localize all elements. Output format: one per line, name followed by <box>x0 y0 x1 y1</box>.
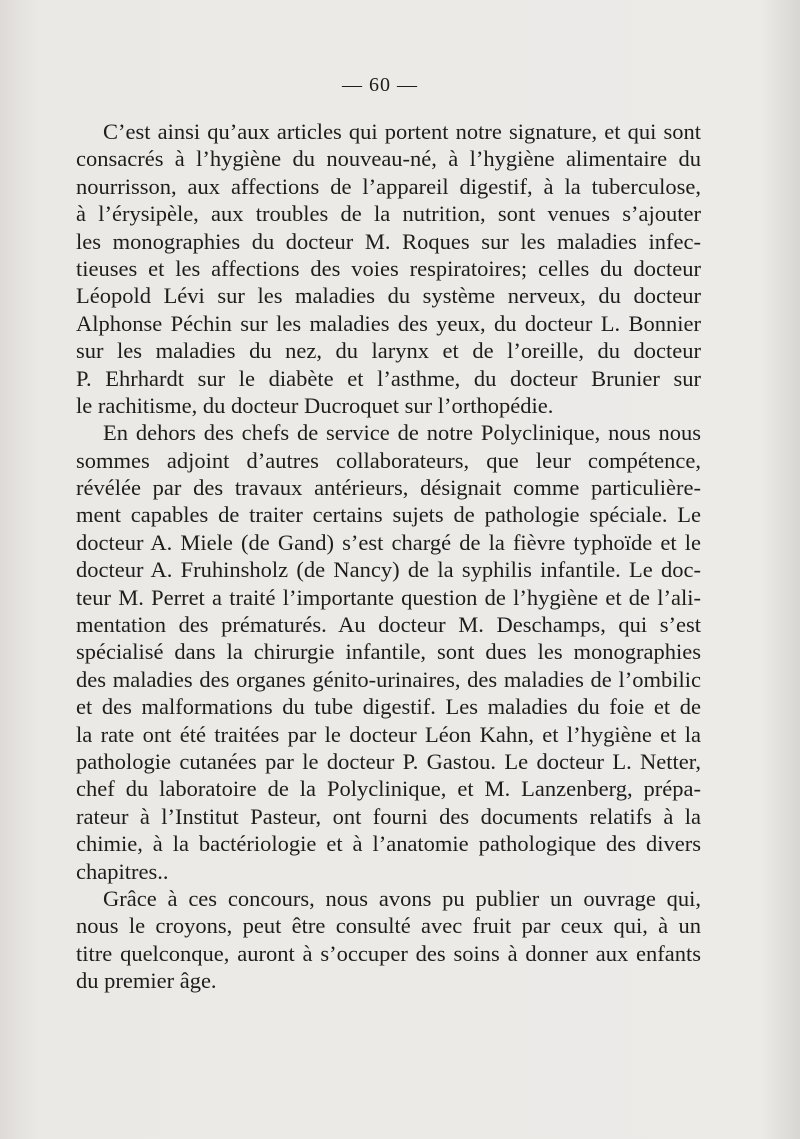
text-line: sur les maladies du nez, du larynx et de l’oreille, du docteur <box>76 338 701 364</box>
paragraph-2 <box>76 419 701 885</box>
text-line: mentation des prématurés. Au docteur M. Deschamps, qui s’est <box>76 612 701 638</box>
paragraph-1 <box>76 118 701 419</box>
text-line: docteur A. Fruhinsholz (de Nancy) de la syphilis infantile. Le doc- <box>76 557 701 583</box>
text-line: le rachitisme, du docteur Ducroquet sur l’orthopédie. <box>76 392 554 418</box>
text-line: En dehors des chefs de service de notre Polyclinique, nous nous <box>103 420 701 446</box>
text-line: révélée par des travaux antérieurs, désignait comme particulière- <box>76 475 701 501</box>
text-line: tieuses et les affections des voies respiratoires; celles du docteur <box>76 255 701 281</box>
text-line: ment capables de traiter certains sujets de pathologie spéciale. Le <box>76 502 701 528</box>
text-line: nourrisson, aux affections de l’appareil digestif, à la tuberculose, <box>76 173 701 199</box>
text-line: rateur à l’Institut Pasteur, ont fourni des documents relatifs à la <box>76 803 701 829</box>
text-line: sommes adjoint d’autres collaborateurs, que leur compétence, <box>76 447 701 473</box>
text-line: des maladies des organes génito-urinaires, des maladies de l’ombilic <box>76 666 701 692</box>
text-line: P. Ehrhardt sur le diabète et l’asthme, du docteur Brunier sur <box>76 365 701 391</box>
text-line: pathologie cutanées par le docteur P. Gastou. Le docteur L. Netter, <box>76 748 701 774</box>
text-line: à l’érysipèle, aux troubles de la nutrition, sont venues s’ajouter <box>76 201 701 227</box>
text-line: Grâce à ces concours, nous avons pu publier un ouvrage qui, <box>103 885 701 911</box>
text-line: Léopold Lévi sur les maladies du système nerveux, du docteur <box>76 283 701 309</box>
text-line: chef du laboratoire de la Polyclinique, et M. Lanzenberg, prépa- <box>76 776 701 802</box>
text-line: spécialisé dans la chirurgie infantile, sont dues les monographies <box>76 639 701 665</box>
text-line: titre quelconque, auront à s’occuper des soins à donner aux enfants <box>76 940 701 966</box>
text-line: Alphonse Péchin sur les maladies des yeux, du docteur L. Bonnier <box>76 310 701 336</box>
text-line: nous le croyons, peut être consulté avec fruit par ceux qui, à un <box>76 913 701 939</box>
page-number: — 60 — <box>342 74 418 96</box>
text-line: docteur A. Miele (de Gand) s’est chargé de la fièvre typhoïde et le <box>76 529 701 555</box>
text-line: et des malformations du tube digestif. Les maladies du foie et de <box>76 694 701 720</box>
text-line: chimie, à la bactériologie et à l’anatomie pathologique des divers <box>76 831 701 857</box>
text-line: les monographies du docteur M. Roques sur les maladies infec- <box>76 228 701 254</box>
text-line: consacrés à l’hygiène du nouveau-né, à l’hygiène alimentaire du <box>76 146 701 172</box>
text-line: teur M. Perret a traité l’importante question de l’hygiène et de l’ali- <box>76 584 701 610</box>
text-line: la rate ont été traitées par le docteur Léon Kahn, et l’hygiène et la <box>76 721 701 747</box>
text-line: du premier âge. <box>76 968 217 994</box>
text-line: C’est ainsi qu’aux articles qui portent notre signature, et qui sont <box>103 119 701 144</box>
paragraph-3 <box>76 885 701 995</box>
body-text <box>76 118 701 995</box>
text-line: chapitres.. <box>76 858 169 884</box>
